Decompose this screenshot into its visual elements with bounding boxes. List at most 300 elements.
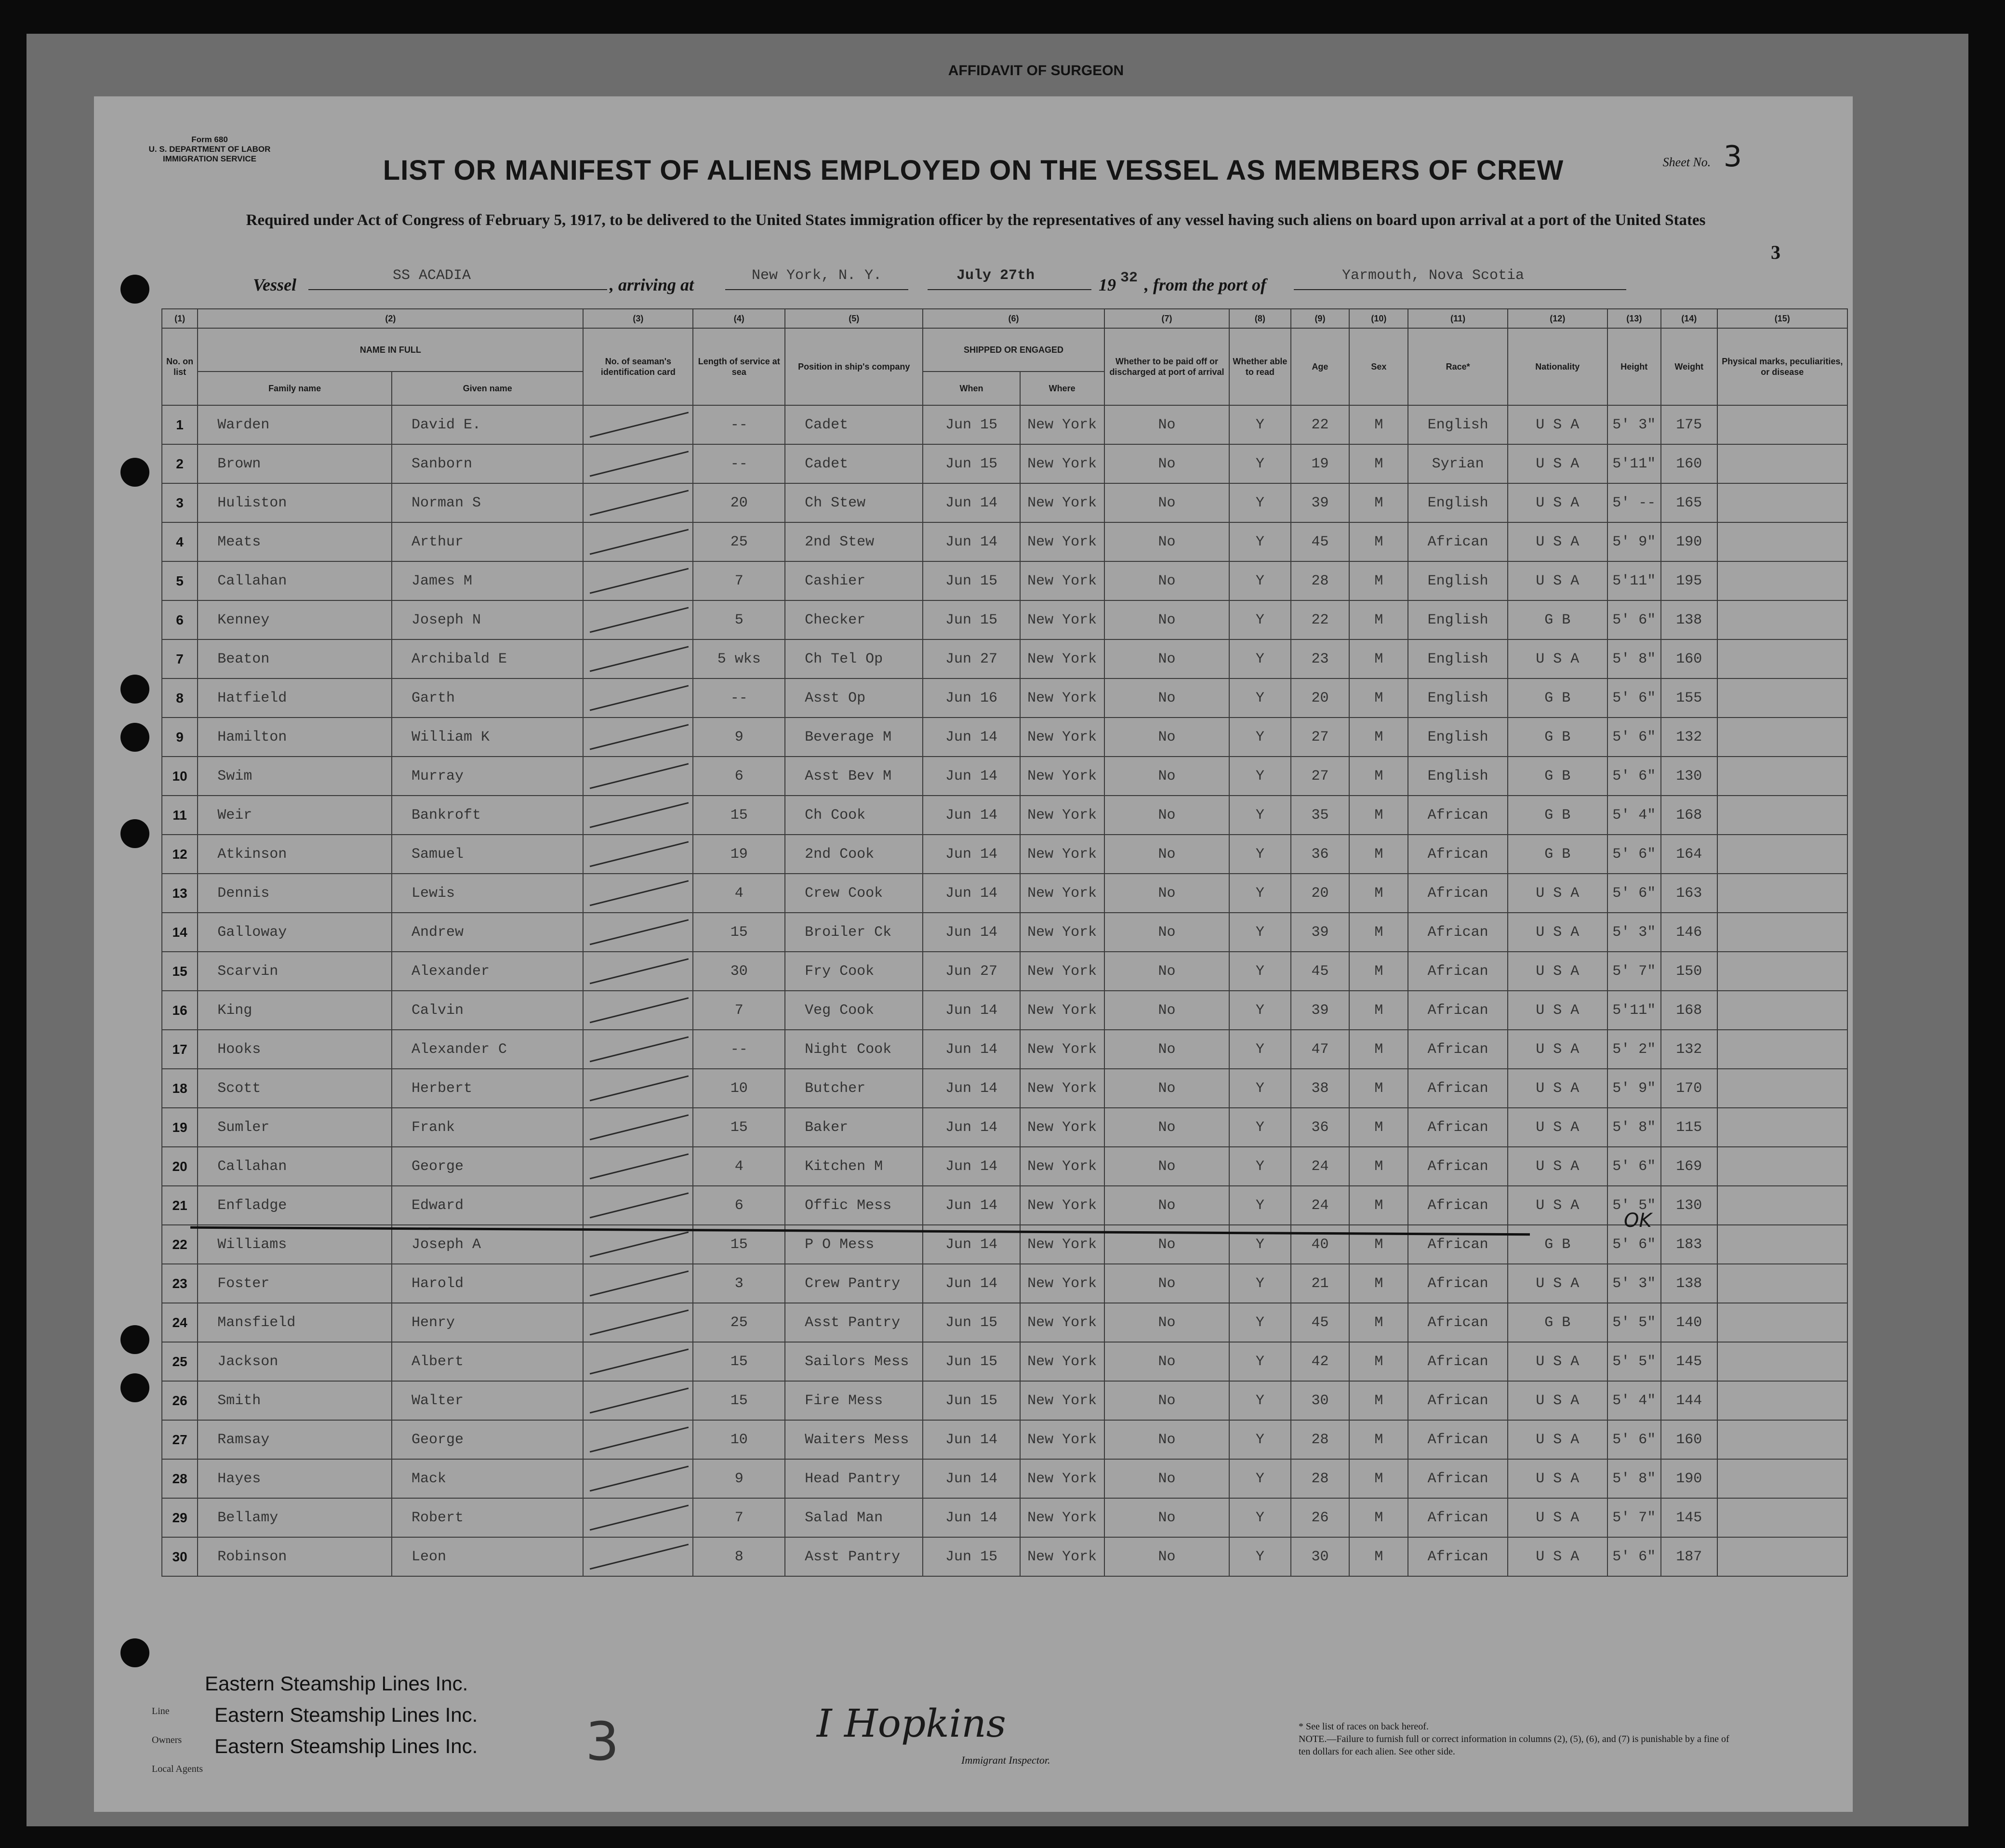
race-cell: Syrian xyxy=(1408,444,1508,483)
paid-off-cell: No xyxy=(1104,1069,1230,1108)
row-number-cell: 22 xyxy=(162,1225,198,1264)
id-card-mark-cell xyxy=(583,600,693,639)
shipped-when-cell: Jun 15 xyxy=(923,561,1020,600)
header-height: Height xyxy=(1607,328,1661,405)
col-num-12: (12) xyxy=(1508,309,1607,328)
height-cell: 5' 8" xyxy=(1607,639,1661,678)
id-card-mark-cell xyxy=(583,1537,693,1576)
shipped-where-cell: New York xyxy=(1020,639,1104,678)
paid-off-cell: No xyxy=(1104,952,1230,991)
family-name-cell: Warden xyxy=(198,405,392,444)
length-of-service-cell: 8 xyxy=(693,1537,785,1576)
position-cell: 2nd Stew xyxy=(785,522,923,561)
sex-cell: M xyxy=(1349,1225,1408,1264)
shipped-where-cell: New York xyxy=(1020,1225,1104,1264)
given-name-cell: Herbert xyxy=(392,1069,583,1108)
row-number-cell: 8 xyxy=(162,678,198,718)
race-cell: African xyxy=(1408,1498,1508,1537)
nationality-cell: U S A xyxy=(1508,561,1607,600)
shipped-where-cell: New York xyxy=(1020,1147,1104,1186)
row-number-cell: 11 xyxy=(162,796,198,835)
given-name-cell: Arthur xyxy=(392,522,583,561)
given-name-cell: Joseph N xyxy=(392,600,583,639)
id-card-mark-cell xyxy=(583,874,693,913)
age-cell: 26 xyxy=(1291,1498,1350,1537)
physical-marks-cell xyxy=(1717,522,1847,561)
height-cell: 5' 9" xyxy=(1607,522,1661,561)
nationality-cell: U S A xyxy=(1508,1498,1607,1537)
id-card-mark-cell xyxy=(583,757,693,796)
age-cell: 27 xyxy=(1291,757,1350,796)
age-cell: 23 xyxy=(1291,639,1350,678)
nationality-cell: U S A xyxy=(1508,1030,1607,1069)
nationality-cell: U S A xyxy=(1508,483,1607,522)
table-row xyxy=(162,913,1847,952)
paid-off-cell: No xyxy=(1104,718,1230,757)
sex-cell: M xyxy=(1349,1381,1408,1420)
height-cell: 5'11" xyxy=(1607,991,1661,1030)
header-shipped-or-engaged: SHIPPED OR ENGAGED xyxy=(923,328,1104,372)
col-num-5: (5) xyxy=(785,309,923,328)
nationality-cell: U S A xyxy=(1508,913,1607,952)
given-name-cell: Norman S xyxy=(392,483,583,522)
position-cell: Ch Cook xyxy=(785,796,923,835)
physical-marks-cell xyxy=(1717,796,1847,835)
position-cell: Veg Cook xyxy=(785,991,923,1030)
row-number-cell: 29 xyxy=(162,1498,198,1537)
position-cell: P O Mess xyxy=(785,1225,923,1264)
able-to-read-cell: Y xyxy=(1229,522,1290,561)
id-card-mark-cell xyxy=(583,1459,693,1498)
able-to-read-cell: Y xyxy=(1229,405,1290,444)
table-row xyxy=(162,600,1847,639)
family-name-cell: Bellamy xyxy=(198,1498,392,1537)
col-num-14: (14) xyxy=(1661,309,1717,328)
age-cell: 30 xyxy=(1291,1381,1350,1420)
department-name: U. S. DEPARTMENT OF LABOR xyxy=(148,145,271,154)
able-to-read-cell: Y xyxy=(1229,1225,1290,1264)
able-to-read-cell: Y xyxy=(1229,483,1290,522)
nationality-cell: G B xyxy=(1508,1303,1607,1342)
length-of-service-cell: 15 xyxy=(693,913,785,952)
year-suffix: 32 xyxy=(1120,270,1138,286)
family-name-cell: Hayes xyxy=(198,1459,392,1498)
position-cell: Fry Cook xyxy=(785,952,923,991)
position-cell: Baker xyxy=(785,1108,923,1147)
row-number-cell: 13 xyxy=(162,874,198,913)
shipped-where-cell: New York xyxy=(1020,991,1104,1030)
nationality-cell: U S A xyxy=(1508,444,1607,483)
col-num-2: (2) xyxy=(198,309,583,328)
sex-cell: M xyxy=(1349,678,1408,718)
id-card-mark-cell xyxy=(583,1303,693,1342)
shipped-where-cell: New York xyxy=(1020,874,1104,913)
shipped-where-cell: New York xyxy=(1020,718,1104,757)
height-cell: 5' 3" xyxy=(1607,1264,1661,1303)
header-id-card: No. of seaman's identification card xyxy=(583,328,693,405)
age-cell: 42 xyxy=(1291,1342,1350,1381)
able-to-read-cell: Y xyxy=(1229,991,1290,1030)
length-of-service-cell: 20 xyxy=(693,483,785,522)
row-number-cell: 3 xyxy=(162,483,198,522)
weight-cell: 146 xyxy=(1661,913,1717,952)
from-port: Yarmouth, Nova Scotia xyxy=(1342,267,1525,284)
punch-hole-icon xyxy=(120,1325,149,1354)
agents-stamp: Eastern Steamship Lines Inc. xyxy=(214,1735,478,1757)
race-cell: African xyxy=(1408,1537,1508,1576)
shipped-where-cell: New York xyxy=(1020,1264,1104,1303)
table-row xyxy=(162,1498,1847,1537)
id-card-mark-cell xyxy=(583,1498,693,1537)
given-name-cell: Frank xyxy=(392,1108,583,1147)
position-cell: Sailors Mess xyxy=(785,1342,923,1381)
paid-off-cell: No xyxy=(1104,444,1230,483)
able-to-read-cell: Y xyxy=(1229,835,1290,874)
weight-cell: 145 xyxy=(1661,1342,1717,1381)
age-cell: 36 xyxy=(1291,1108,1350,1147)
affidavit-tab: AFFIDAVIT OF SURGEON xyxy=(948,63,1124,79)
race-cell: African xyxy=(1408,1381,1508,1420)
able-to-read-cell: Y xyxy=(1229,1264,1290,1303)
family-name-cell: Weir xyxy=(198,796,392,835)
sex-cell: M xyxy=(1349,1420,1408,1459)
shipped-when-cell: Jun 15 xyxy=(923,444,1020,483)
length-of-service-cell: 7 xyxy=(693,991,785,1030)
family-name-cell: Mansfield xyxy=(198,1303,392,1342)
row-number-cell: 7 xyxy=(162,639,198,678)
sex-cell: M xyxy=(1349,1108,1408,1147)
paid-off-cell: No xyxy=(1104,1030,1230,1069)
id-card-mark-cell xyxy=(583,1381,693,1420)
shipped-where-cell: New York xyxy=(1020,405,1104,444)
vessel-name: SS ACADIA xyxy=(393,267,471,284)
weight-cell: 195 xyxy=(1661,561,1717,600)
length-of-service-cell: 15 xyxy=(693,1225,785,1264)
shipped-where-cell: New York xyxy=(1020,796,1104,835)
table-row xyxy=(162,1459,1847,1498)
sex-cell: M xyxy=(1349,913,1408,952)
paid-off-cell: No xyxy=(1104,757,1230,796)
weight-cell: 145 xyxy=(1661,1498,1717,1537)
weight-cell: 163 xyxy=(1661,874,1717,913)
shipped-where-cell: New York xyxy=(1020,1381,1104,1420)
arrival-date: July 27th xyxy=(956,267,1035,284)
sex-cell: M xyxy=(1349,835,1408,874)
sex-cell: M xyxy=(1349,1186,1408,1225)
family-name-cell: Swim xyxy=(198,757,392,796)
able-to-read-cell: Y xyxy=(1229,678,1290,718)
race-cell: African xyxy=(1408,913,1508,952)
weight-cell: 155 xyxy=(1661,678,1717,718)
col-num-15: (15) xyxy=(1717,309,1847,328)
race-cell: English xyxy=(1408,483,1508,522)
table-row xyxy=(162,1420,1847,1459)
id-card-mark-cell xyxy=(583,1186,693,1225)
vessel-line xyxy=(253,267,1747,299)
table-row xyxy=(162,522,1847,561)
row-number-cell: 14 xyxy=(162,913,198,952)
shipped-when-cell: Jun 14 xyxy=(923,796,1020,835)
id-card-mark-cell xyxy=(583,952,693,991)
punch-hole-icon xyxy=(120,675,149,704)
shipped-when-cell: Jun 14 xyxy=(923,913,1020,952)
nationality-cell: U S A xyxy=(1508,1264,1607,1303)
physical-marks-cell xyxy=(1717,561,1847,600)
length-of-service-cell: 4 xyxy=(693,874,785,913)
nationality-cell: U S A xyxy=(1508,1537,1607,1576)
id-card-mark-cell xyxy=(583,835,693,874)
race-cell: English xyxy=(1408,639,1508,678)
nationality-cell: U S A xyxy=(1508,874,1607,913)
physical-marks-cell xyxy=(1717,952,1847,991)
col-num-11: (11) xyxy=(1408,309,1508,328)
owners-label: Owners xyxy=(152,1735,182,1745)
table-row xyxy=(162,1264,1847,1303)
nationality-cell: U S A xyxy=(1508,1186,1607,1225)
header-name-in-full: NAME IN FULL xyxy=(198,328,583,372)
able-to-read-cell: Y xyxy=(1229,1342,1290,1381)
physical-marks-cell xyxy=(1717,1147,1847,1186)
sex-cell: M xyxy=(1349,600,1408,639)
id-card-mark-cell xyxy=(583,522,693,561)
able-to-read-cell: Y xyxy=(1229,1108,1290,1147)
nationality-cell: U S A xyxy=(1508,991,1607,1030)
sex-cell: M xyxy=(1349,874,1408,913)
nationality-cell: G B xyxy=(1508,718,1607,757)
physical-marks-cell xyxy=(1717,1342,1847,1381)
given-name-cell: James M xyxy=(392,561,583,600)
row-number-cell: 30 xyxy=(162,1537,198,1576)
punch-hole-icon xyxy=(120,1638,149,1667)
race-cell: African xyxy=(1408,522,1508,561)
line-stamp: Eastern Steamship Lines Inc. xyxy=(205,1672,468,1695)
nationality-cell: G B xyxy=(1508,757,1607,796)
height-cell: 5' 5" xyxy=(1607,1303,1661,1342)
length-of-service-cell: 25 xyxy=(693,1303,785,1342)
id-card-mark-cell xyxy=(583,796,693,835)
position-cell: Ch Tel Op xyxy=(785,639,923,678)
race-cell: African xyxy=(1408,1030,1508,1069)
physical-marks-cell xyxy=(1717,991,1847,1030)
paid-off-cell: No xyxy=(1104,1303,1230,1342)
header-given-name: Given name xyxy=(392,372,583,405)
weight-cell: 190 xyxy=(1661,522,1717,561)
age-cell: 39 xyxy=(1291,913,1350,952)
nationality-cell: U S A xyxy=(1508,952,1607,991)
paid-off-cell: No xyxy=(1104,405,1230,444)
position-cell: Asst Op xyxy=(785,678,923,718)
punch-hole-icon xyxy=(120,458,149,487)
family-name-cell: Callahan xyxy=(198,1147,392,1186)
length-of-service-cell: 9 xyxy=(693,1459,785,1498)
table-row xyxy=(162,835,1847,874)
col-num-6: (6) xyxy=(923,309,1104,328)
nationality-cell: G B xyxy=(1508,678,1607,718)
race-cell: English xyxy=(1408,405,1508,444)
age-cell: 24 xyxy=(1291,1186,1350,1225)
manifest-rows xyxy=(162,405,1847,1576)
family-name-cell: Williams xyxy=(198,1225,392,1264)
sex-cell: M xyxy=(1349,991,1408,1030)
able-to-read-cell: Y xyxy=(1229,1069,1290,1108)
row-number-cell: 15 xyxy=(162,952,198,991)
height-cell: 5' 7" xyxy=(1607,952,1661,991)
length-of-service-cell: 7 xyxy=(693,1498,785,1537)
punch-hole-icon xyxy=(120,1373,149,1402)
row-number-cell: 23 xyxy=(162,1264,198,1303)
table-row xyxy=(162,1069,1847,1108)
from-port-label: , from the port of xyxy=(1144,275,1267,294)
length-of-service-cell: 10 xyxy=(693,1069,785,1108)
ok-annotation: OK xyxy=(1624,1210,1652,1232)
header-position: Position in ship's company xyxy=(785,328,923,405)
able-to-read-cell: Y xyxy=(1229,952,1290,991)
height-cell: 5' 3" xyxy=(1607,405,1661,444)
shipped-when-cell: Jun 15 xyxy=(923,1381,1020,1420)
able-to-read-cell: Y xyxy=(1229,1498,1290,1537)
position-cell: Cadet xyxy=(785,444,923,483)
age-cell: 21 xyxy=(1291,1264,1350,1303)
age-cell: 24 xyxy=(1291,1147,1350,1186)
length-of-service-cell: 9 xyxy=(693,718,785,757)
shipped-when-cell: Jun 14 xyxy=(923,1459,1020,1498)
able-to-read-cell: Y xyxy=(1229,1186,1290,1225)
sex-cell: M xyxy=(1349,1147,1408,1186)
paid-off-cell: No xyxy=(1104,913,1230,952)
weight-cell: 183 xyxy=(1661,1225,1717,1264)
weight-cell: 169 xyxy=(1661,1147,1717,1186)
sex-cell: M xyxy=(1349,483,1408,522)
weight-cell: 164 xyxy=(1661,835,1717,874)
given-name-cell: Murray xyxy=(392,757,583,796)
shipped-when-cell: Jun 14 xyxy=(923,1264,1020,1303)
height-cell: 5' 7" xyxy=(1607,1498,1661,1537)
shipped-where-cell: New York xyxy=(1020,561,1104,600)
punch-hole-icon xyxy=(120,819,149,848)
paid-off-cell: No xyxy=(1104,1108,1230,1147)
paid-off-cell: No xyxy=(1104,1537,1230,1576)
family-name-cell: Robinson xyxy=(198,1537,392,1576)
shipped-where-cell: New York xyxy=(1020,522,1104,561)
page-subtitle: Required under Act of Congress of February 5, 1917, to be delivered to the United States immigration officer by the representatives of any vessel having such aliens on board upon arrival at a port of the United States xyxy=(246,212,1706,229)
family-name-cell: Hamilton xyxy=(198,718,392,757)
age-cell: 40 xyxy=(1291,1225,1350,1264)
table-row xyxy=(162,1342,1847,1381)
length-of-service-cell: 15 xyxy=(693,1342,785,1381)
given-name-cell: Archibald E xyxy=(392,639,583,678)
id-card-mark-cell xyxy=(583,444,693,483)
family-name-cell: Jackson xyxy=(198,1342,392,1381)
shipped-where-cell: New York xyxy=(1020,913,1104,952)
shipped-when-cell: Jun 15 xyxy=(923,1342,1020,1381)
physical-marks-cell xyxy=(1717,1225,1847,1264)
shipped-when-cell: Jun 14 xyxy=(923,483,1020,522)
table-row xyxy=(162,991,1847,1030)
shipped-when-cell: Jun 14 xyxy=(923,874,1020,913)
paid-off-cell: No xyxy=(1104,1381,1230,1420)
nationality-cell: U S A xyxy=(1508,1420,1607,1459)
row-number-cell: 20 xyxy=(162,1147,198,1186)
race-cell: African xyxy=(1408,874,1508,913)
given-name-cell: Leon xyxy=(392,1537,583,1576)
bracket-mark: 3 xyxy=(585,1711,619,1772)
shipped-where-cell: New York xyxy=(1020,1498,1104,1537)
length-of-service-cell: 5 xyxy=(693,600,785,639)
given-name-cell: George xyxy=(392,1147,583,1186)
given-name-cell: Calvin xyxy=(392,991,583,1030)
table-row xyxy=(162,874,1847,913)
length-of-service-cell: 6 xyxy=(693,757,785,796)
physical-marks-cell xyxy=(1717,1030,1847,1069)
race-cell: African xyxy=(1408,1303,1508,1342)
weight-cell: 160 xyxy=(1661,639,1717,678)
id-card-mark-cell xyxy=(583,1069,693,1108)
length-of-service-cell: 25 xyxy=(693,522,785,561)
paid-off-cell: No xyxy=(1104,1225,1230,1264)
given-name-cell: George xyxy=(392,1420,583,1459)
header-no-on-list: No. on list xyxy=(162,328,198,405)
given-name-cell: Joseph A xyxy=(392,1225,583,1264)
age-cell: 28 xyxy=(1291,1459,1350,1498)
table-row xyxy=(162,1186,1847,1225)
shipped-when-cell: Jun 15 xyxy=(923,1303,1020,1342)
physical-marks-cell xyxy=(1717,1381,1847,1420)
sex-cell: M xyxy=(1349,1459,1408,1498)
given-name-cell: Alexander xyxy=(392,952,583,991)
race-cell: African xyxy=(1408,1459,1508,1498)
nationality-cell: U S A xyxy=(1508,1108,1607,1147)
given-name-cell: Samuel xyxy=(392,835,583,874)
id-card-mark-cell xyxy=(583,1420,693,1459)
given-name-cell: Bankroft xyxy=(392,796,583,835)
height-cell: 5' 6" xyxy=(1607,835,1661,874)
position-cell: Kitchen M xyxy=(785,1147,923,1186)
shipped-where-cell: New York xyxy=(1020,1069,1104,1108)
length-of-service-cell: 19 xyxy=(693,835,785,874)
position-cell: Beverage M xyxy=(785,718,923,757)
weight-cell: 130 xyxy=(1661,757,1717,796)
race-cell: English xyxy=(1408,561,1508,600)
row-number-cell: 19 xyxy=(162,1108,198,1147)
table-row xyxy=(162,639,1847,678)
age-cell: 20 xyxy=(1291,678,1350,718)
nationality-cell: U S A xyxy=(1508,1459,1607,1498)
weight-cell: 132 xyxy=(1661,718,1717,757)
length-of-service-cell: 4 xyxy=(693,1147,785,1186)
family-name-cell: Hatfield xyxy=(198,678,392,718)
weight-cell: 144 xyxy=(1661,1381,1717,1420)
sex-cell: M xyxy=(1349,757,1408,796)
shipped-when-cell: Jun 14 xyxy=(923,1186,1020,1225)
position-cell: Asst Pantry xyxy=(785,1303,923,1342)
id-card-mark-cell xyxy=(583,1264,693,1303)
paid-off-cell: No xyxy=(1104,678,1230,718)
line-label: Line xyxy=(152,1706,170,1716)
length-of-service-cell: 3 xyxy=(693,1264,785,1303)
position-cell: Fire Mess xyxy=(785,1381,923,1420)
nationality-cell: U S A xyxy=(1508,1342,1607,1381)
shipped-when-cell: Jun 14 xyxy=(923,522,1020,561)
header-when: When xyxy=(923,372,1020,405)
given-name-cell: Harold xyxy=(392,1264,583,1303)
id-card-mark-cell xyxy=(583,405,693,444)
length-of-service-cell: 15 xyxy=(693,796,785,835)
shipped-where-cell: New York xyxy=(1020,1030,1104,1069)
physical-marks-cell xyxy=(1717,600,1847,639)
paid-off-cell: No xyxy=(1104,1264,1230,1303)
header-able-to-read: Whether able to read xyxy=(1229,328,1290,405)
weight-cell: 175 xyxy=(1661,405,1717,444)
